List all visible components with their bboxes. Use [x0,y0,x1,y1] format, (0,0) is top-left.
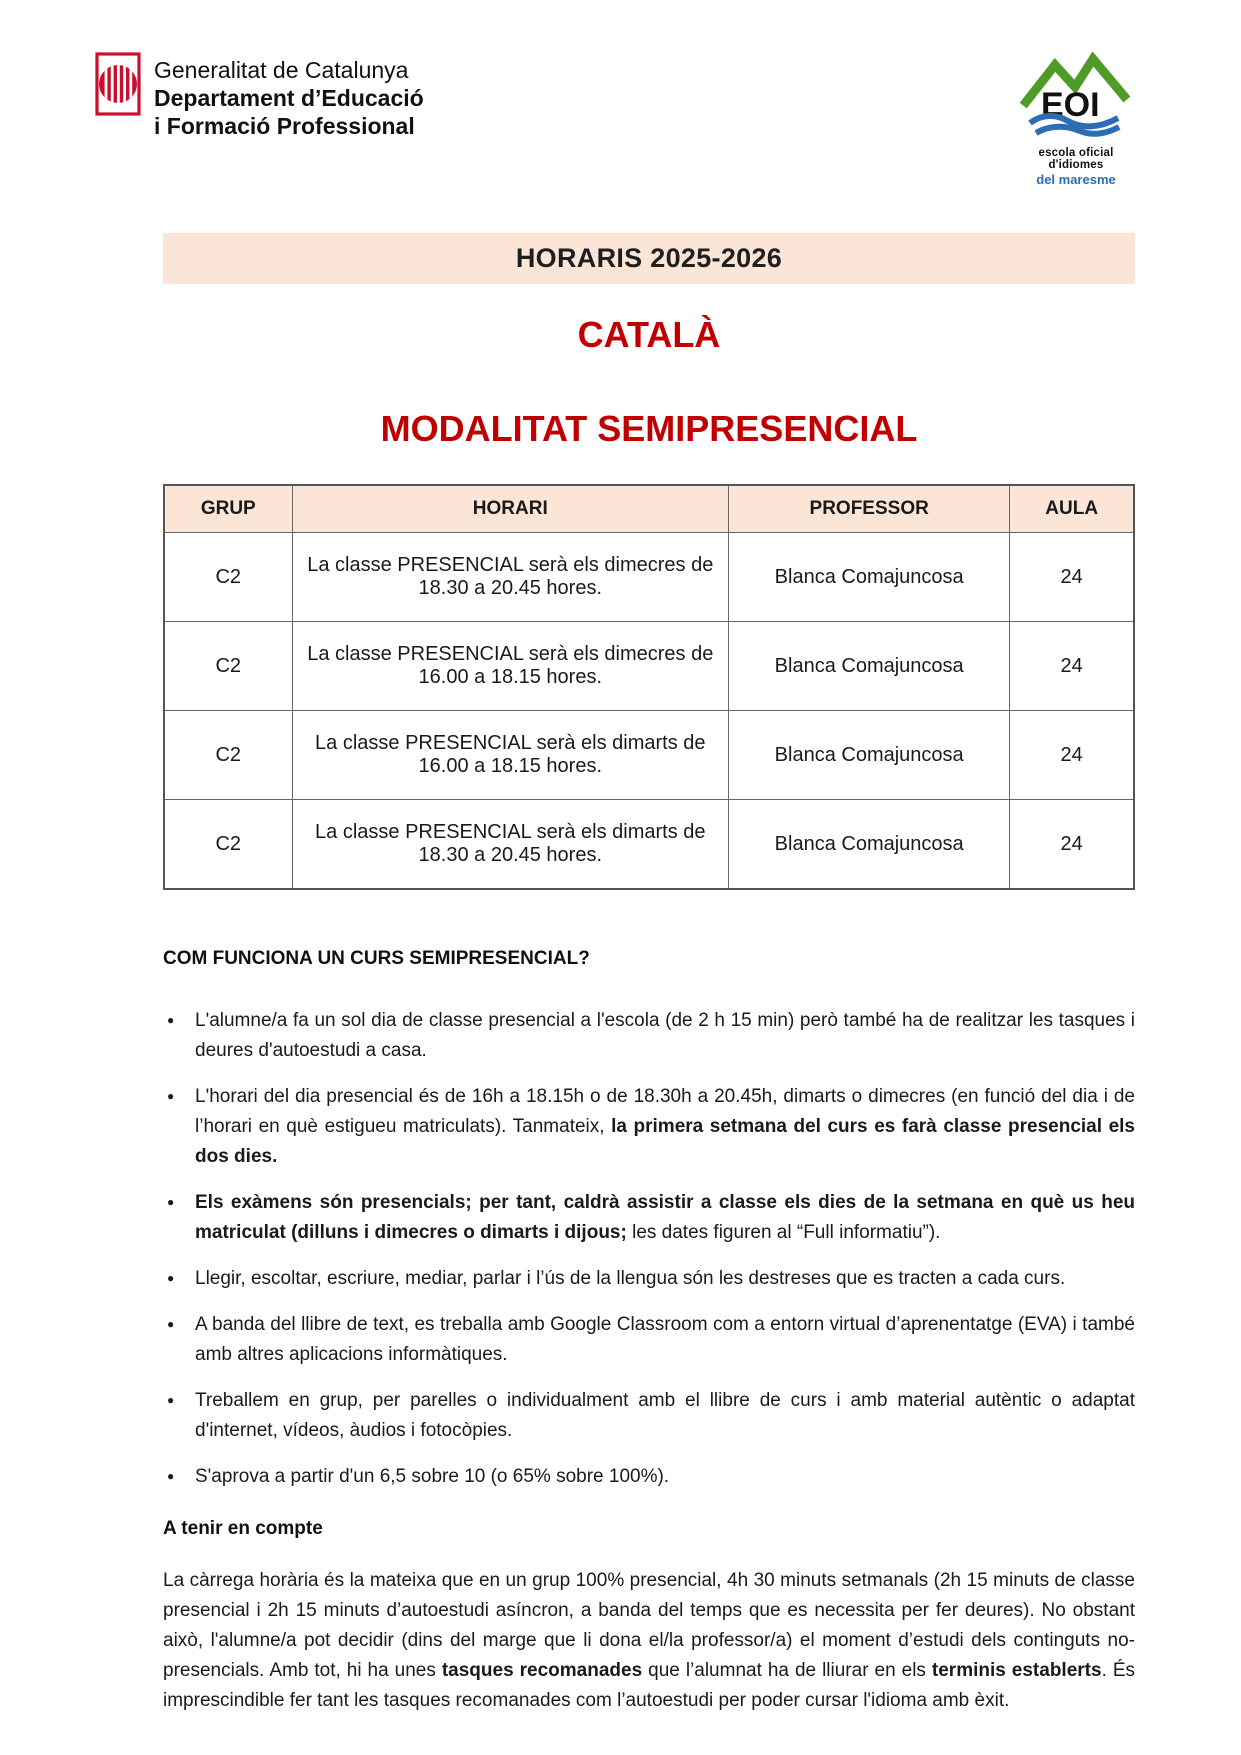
list-item [163,1082,1135,1172]
aula-cell: 24 [1010,800,1134,890]
table-row [164,622,1134,711]
eoi-school-name: escola oficial d'idiomes [1038,147,1114,171]
aula-cell: 24 [1010,533,1134,622]
horari-cell: La classe PRESENCIAL serà els dimarts de 18.30 a 20.45 hores. [292,800,729,890]
horari-cell: La classe PRESENCIAL serà els dimarts de 16.00 a 18.15 hores. [292,711,729,800]
grup-cell: C2 [164,800,292,890]
column-header: GRUP [164,485,292,533]
section-heading-considerations: A tenir en compte [163,1518,323,1539]
column-header: AULA [1010,485,1134,533]
grup-cell: C2 [164,711,292,800]
grup-cell: C2 [164,533,292,622]
gencat-line3: i Formació Professional [154,113,415,139]
horari-cell: La classe PRESENCIAL serà els dimecres de 16.00 a 18.15 hores. [292,622,729,711]
bullet-list [163,1006,1135,1492]
bullet-icon: ● [167,1195,175,1209]
eoi-mountain-waves-icon [1020,52,1132,145]
professor-cell: Blanca Comajuncosa [729,622,1010,711]
professor-cell: Blanca Comajuncosa [729,711,1010,800]
language-title: CATALÀ [577,314,721,355]
regular-text: les dates figuren al “Full informatiu”). [626,1222,941,1243]
grup-cell: C2 [164,622,292,711]
gencat-logo [95,52,424,140]
aula-cell: 24 [1010,711,1134,800]
table-row [164,533,1134,622]
list-item [163,1188,1135,1248]
gencat-line1: Generalitat de Catalunya [154,57,409,83]
gencat-wordmark [154,52,424,140]
bold-text: la primera setmana del curs es farà classe presencial els dos dies. [195,1116,1135,1167]
column-header: PROFESSOR [729,485,1010,533]
regular-text: S'aprova a partir d'un 6,5 sobre 10 (o 65% sobre 100%). [195,1466,670,1487]
regular-text: L'alumne/a fa un sol dia de classe presencial a l'escola (de 2 h 15 min) però també ha de realitzar les tasques i deures d'autoestudi a casa. [195,1010,1135,1061]
bold-text: tasques recomanades [441,1660,643,1681]
closing-paragraph [163,1566,1135,1716]
table-row [164,711,1134,800]
svg-text:EOI: EOI [1041,86,1100,124]
list-item [163,1264,1135,1294]
regular-text: . És imprescindible fer tant les tasques recomanades com l’autoestudi per poder cursar l'idioma amb èxit. [163,1660,1136,1711]
list-item [163,1462,1135,1492]
senyera-shield-icon [95,52,141,121]
table-row [164,800,1134,890]
list-item [163,1386,1135,1446]
list-item [163,1310,1135,1370]
section-heading-how-it-works: COM FUNCIONA UN CURS SEMIPRESENCIAL? [163,948,590,969]
regular-text: que l’alumnat ha de lliurar en els [642,1660,932,1681]
regular-text: La càrrega horària és la mateixa que en un grup 100% presencial, 4h 30 minuts setmanals (2h 15 minuts de classe presencial i 2h 15 minuts d’autoestudi asíncron, a banda del temps que es necessita per fer deures). No obstant això, l'alumne/a pot decidir (dins del marge que li dona el/la professor/a) el moment d’estudi dels continguts no-presencials. Amb tot, hi ha unes [163,1570,1135,1681]
bullet-icon: ● [167,1393,175,1407]
column-header: HORARI [292,485,729,533]
document-content [163,233,1135,1716]
professor-cell: Blanca Comajuncosa [729,800,1010,890]
bullet-icon: ● [167,1271,175,1285]
bold-text: Els exàmens són presencials; per tant, caldrà assistir a classe els dies de la setmana en què us heu matriculat (dilluns i dimecres o dimarts i dijous; [195,1192,1135,1243]
eoi-logo [1011,52,1141,187]
regular-text: L'horari del dia presencial és de 16h a 18.15h o de 18.30h a 20.45h, dimarts o dimecres (en funció del dia i de l’horari en què estigueu matriculats). Tanmateix, [195,1086,1135,1137]
bullet-icon: ● [167,1089,175,1103]
horari-cell: La classe PRESENCIAL serà els dimecres de 18.30 a 20.45 hores. [292,533,729,622]
bullet-icon: ● [167,1013,175,1027]
banner-title: HORARIS 2025-2026 [515,243,783,273]
professor-cell: Blanca Comajuncosa [729,533,1010,622]
table-header-row [164,485,1134,533]
bold-text: terminis establerts [931,1660,1102,1681]
regular-text: A banda del llibre de text, es treballa amb Google Classroom com a entorn virtual d’aprenentatge (EVA) i també amb altres aplicacions informàtiques. [195,1314,1135,1365]
aula-cell: 24 [1010,622,1134,711]
eoi-school-area: del maresme [1036,172,1116,187]
schedule-table-body [164,533,1134,890]
list-item [163,1006,1135,1066]
page-header [0,0,1241,187]
bullet-icon: ● [167,1469,175,1483]
schedule-banner [163,233,1135,284]
gencat-line2: Departament d’Educació [154,85,424,111]
regular-text: Treballem en grup, per parelles o individualment amb el llibre de curs i amb material autèntic o adaptat d'internet, vídeos, àudios i fotocòpies. [195,1390,1135,1441]
regular-text: Llegir, escoltar, escriure, mediar, parlar i l’ús de la llengua són les destreses que es tracten a cada curs. [195,1268,1066,1289]
schedule-table [163,484,1135,890]
bullet-icon: ● [167,1317,175,1331]
modality-title: MODALITAT SEMIPRESENCIAL [380,408,918,449]
